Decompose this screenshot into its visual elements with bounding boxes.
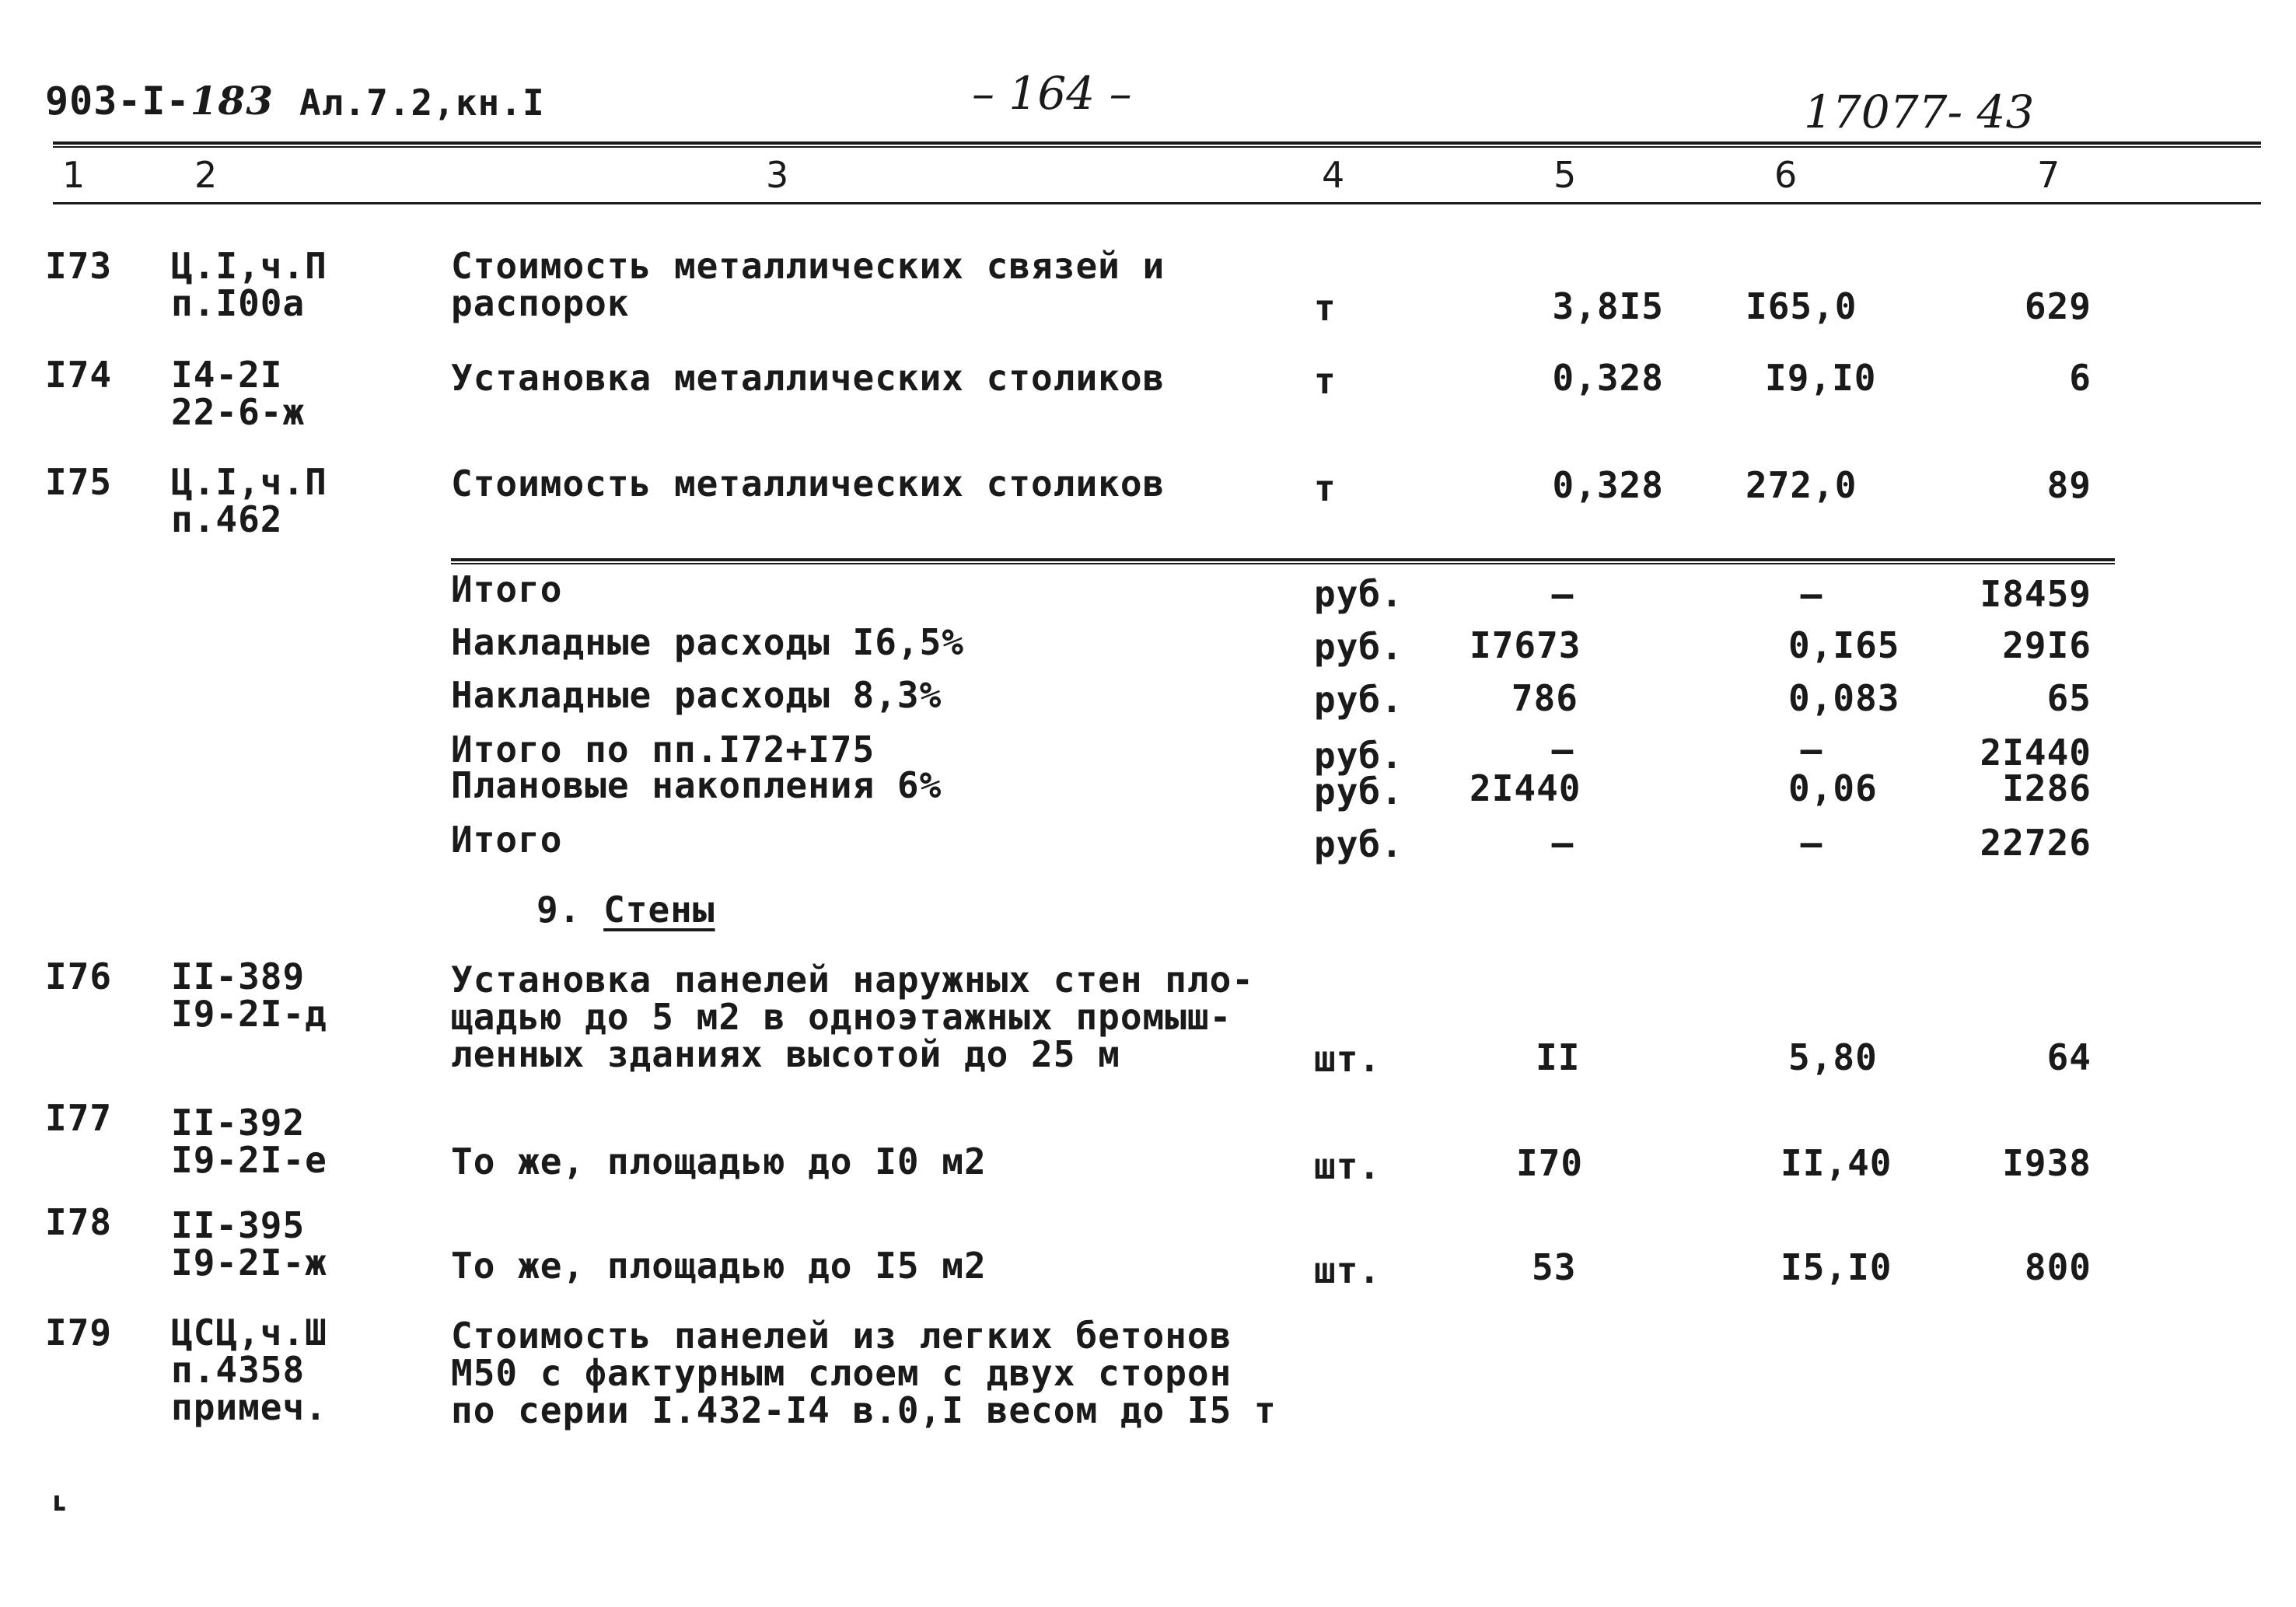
document-code-prefix: 903-I- xyxy=(45,79,190,124)
row-description-line: Стоимость металлических связей и xyxy=(451,245,1165,287)
summary-label: Итого xyxy=(451,819,563,861)
row-code-line: Ц.I,ч.П xyxy=(171,245,327,287)
column-header-6: 6 xyxy=(1774,154,1798,196)
summary-rule xyxy=(451,558,2115,561)
document-code xyxy=(45,78,274,124)
summary-total: 29I6 xyxy=(2002,624,2092,666)
row-code-line: I9-2I-д xyxy=(171,993,327,1035)
row-number: I78 xyxy=(45,1201,113,1243)
row-code-line: I9-2I-е xyxy=(171,1139,327,1181)
section-number: 9. xyxy=(536,889,582,931)
summary-total: I286 xyxy=(2002,767,2092,809)
row-description-line: ленных зданиях высотой до 25 м xyxy=(451,1033,1120,1075)
inventory-number: 17077- 43 xyxy=(1804,86,2035,138)
summary-unit: руб. xyxy=(1314,626,1403,668)
row-description-line: по серии I.432-I4 в.0,I весом до I5 т xyxy=(451,1389,1277,1431)
summary-label: Итого по пп.I72+I75 xyxy=(451,728,875,770)
row-total: 89 xyxy=(2046,464,2092,506)
summary-base: – xyxy=(1551,728,1574,770)
row-code-line: п.4358 xyxy=(171,1349,306,1391)
summary-base: I7673 xyxy=(1470,624,1581,666)
summary-unit: руб. xyxy=(1314,735,1403,777)
row-code-line: I4-2I xyxy=(171,354,283,396)
row-unit: шт. xyxy=(1314,1249,1382,1291)
page-number: – 164 – xyxy=(972,67,1132,120)
row-code-line: II-392 xyxy=(171,1102,306,1144)
row-total: 629 xyxy=(2024,285,2092,327)
row-unit-price: I65,0 xyxy=(1746,285,1857,327)
summary-unit: руб. xyxy=(1314,679,1403,721)
row-unit: шт. xyxy=(1314,1145,1382,1187)
row-total: 800 xyxy=(2024,1246,2092,1288)
row-unit: шт. xyxy=(1314,1038,1382,1080)
row-quantity: 0,328 xyxy=(1552,357,1664,399)
album-reference: Ал.7.2,кн.I xyxy=(299,82,545,124)
row-code-line: примеч. xyxy=(171,1386,327,1428)
row-unit: т xyxy=(1314,287,1337,329)
row-description-line: Стоимость металлических столиков xyxy=(451,463,1165,505)
summary-total: 65 xyxy=(2046,677,2092,719)
row-description-line: Установка металлических столиков xyxy=(451,357,1165,399)
summary-base: – xyxy=(1551,573,1574,615)
row-unit-price: I5,I0 xyxy=(1781,1246,1892,1288)
column-header-1: 1 xyxy=(62,154,86,196)
summary-unit: руб. xyxy=(1314,573,1403,615)
column-header-4: 4 xyxy=(1322,154,1345,196)
summary-base: 786 xyxy=(1511,677,1578,719)
row-code-line: п.462 xyxy=(171,498,283,540)
column-header-7: 7 xyxy=(2037,154,2060,196)
row-code-line: ЦСЦ,ч.Ш xyxy=(171,1312,327,1354)
row-number: I79 xyxy=(45,1312,113,1354)
summary-label: Накладные расходы I6,5% xyxy=(451,621,964,663)
row-total: I938 xyxy=(2002,1142,2092,1184)
summary-rate: 0,06 xyxy=(1788,767,1878,809)
section-title: Стены xyxy=(603,889,715,931)
row-quantity: I70 xyxy=(1516,1142,1584,1184)
row-code-line: I9-2I-ж xyxy=(171,1242,327,1284)
summary-label: Итого xyxy=(451,568,563,610)
summary-total: 2I440 xyxy=(1980,732,2092,774)
row-total: 6 xyxy=(2069,357,2092,399)
summary-unit: руб. xyxy=(1314,823,1403,865)
row-unit-price: 272,0 xyxy=(1746,464,1857,506)
row-code-line: п.I00а xyxy=(171,282,306,324)
summary-rate: – xyxy=(1800,822,1823,864)
section-heading xyxy=(536,889,715,931)
document-code-handwritten: 183 xyxy=(190,78,274,124)
row-total: 64 xyxy=(2046,1036,2092,1078)
row-description-line: То же, площадью до I0 м2 xyxy=(451,1141,987,1183)
row-unit-price: II,40 xyxy=(1781,1142,1892,1184)
summary-base: 2I440 xyxy=(1470,767,1581,809)
summary-rate: 0,083 xyxy=(1788,677,1900,719)
row-unit-price: I9,I0 xyxy=(1765,357,1877,399)
footer-mark: ʟ xyxy=(51,1486,69,1518)
summary-base: – xyxy=(1551,822,1574,864)
row-unit: т xyxy=(1314,467,1337,509)
row-description-line: щадью до 5 м2 в одноэтажных промыш- xyxy=(451,996,1232,1038)
row-code-line: Ц.I,ч.П xyxy=(171,461,327,503)
summary-total: I8459 xyxy=(1980,573,2092,615)
summary-total: 22726 xyxy=(1980,822,2092,864)
row-unit: т xyxy=(1314,360,1337,402)
row-description-line: Стоимость панелей из легких бетонов xyxy=(451,1315,1232,1357)
row-number: I75 xyxy=(45,461,113,503)
row-unit-price: 5,80 xyxy=(1788,1036,1878,1078)
row-quantity: 0,328 xyxy=(1552,464,1664,506)
column-header-2: 2 xyxy=(194,154,218,196)
column-header-5: 5 xyxy=(1553,154,1577,196)
header-top-rule xyxy=(53,141,2261,145)
row-description-line: Установка панелей наружных стен пло- xyxy=(451,959,1254,1001)
row-code-line: 22-6-ж xyxy=(171,391,306,433)
header-bottom-rule xyxy=(53,202,2261,204)
row-number: I74 xyxy=(45,354,113,396)
row-number: I73 xyxy=(45,245,113,287)
column-header-3: 3 xyxy=(766,154,789,196)
row-description-line: М50 с фактурным слоем с двух сторон xyxy=(451,1352,1232,1394)
row-quantity: 3,8I5 xyxy=(1552,285,1664,327)
summary-label: Плановые накопления 6% xyxy=(451,764,942,806)
summary-label: Накладные расходы 8,3% xyxy=(451,674,942,716)
row-description-line: То же, площадью до I5 м2 xyxy=(451,1245,987,1287)
header-top-rule-thin xyxy=(53,146,2261,148)
summary-rule-thin xyxy=(451,563,2115,564)
row-quantity: 53 xyxy=(1532,1246,1577,1288)
row-code-line: II-389 xyxy=(171,955,306,997)
row-code-line: II-395 xyxy=(171,1204,306,1246)
row-number: I76 xyxy=(45,955,113,997)
summary-unit: руб. xyxy=(1314,770,1403,812)
row-number: I77 xyxy=(45,1097,113,1139)
summary-rate: 0,I65 xyxy=(1788,624,1900,666)
row-quantity: II xyxy=(1536,1036,1581,1078)
summary-rate: – xyxy=(1800,573,1823,615)
summary-rate: – xyxy=(1800,728,1823,770)
row-description-line: распорок xyxy=(451,282,630,324)
